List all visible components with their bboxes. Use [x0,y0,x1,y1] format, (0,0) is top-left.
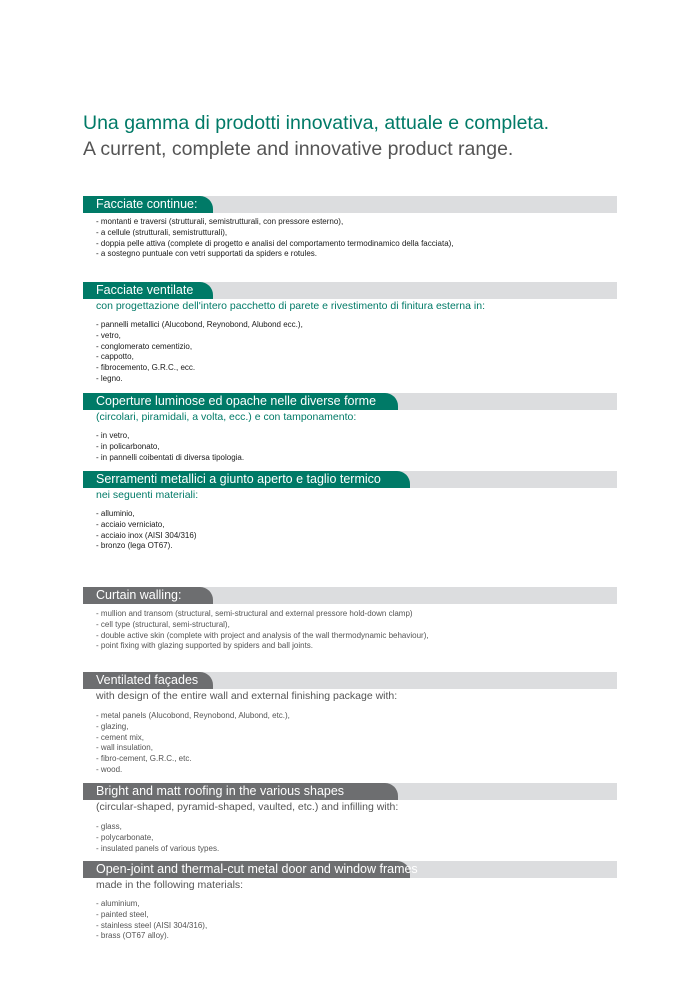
section-title: Curtain walling: [83,587,213,604]
list-item: - acciaio verniciato, [96,519,165,529]
section-band [83,672,617,689]
list-item: - cement mix, [96,732,145,742]
page-title-italian: Una gamma di prodotti innovativa, attuale e completa. [83,112,550,134]
item-list [96,899,207,942]
list-item: - brass (OT67 alloy). [96,931,169,941]
item-list [96,609,429,652]
list-item: - bronzo (lega OT67). [96,541,173,551]
item-list [96,711,290,776]
list-item: - wall insulation, [96,743,153,753]
section-subtitle: made in the following materials: [96,879,244,891]
list-item: - stainless steel (AISI 304/316), [96,920,208,930]
list-item: - a cellule (strutturali, semistrutturali), [96,227,228,237]
section-title: Facciate continue: [83,196,213,213]
list-item: - metal panels (Alucobond, Reynobond, Alubond, etc.), [96,711,290,720]
section-title: Bright and matt roofing in the various shapes [83,783,398,800]
section-band [83,282,617,299]
list-item: - cappotto, [96,352,134,362]
list-item: - point fixing with glazing supported by spiders and ball joints. [96,641,314,651]
item-list [96,822,219,854]
section-title: Coperture luminose ed opache nelle diverse forme [83,393,398,410]
section-subtitle: with design of the entire wall and external finishing package with: [96,690,398,702]
list-item: - mullion and transom (structural, semi-structural and external pressore hold-down clamp) [96,609,413,618]
section-band [83,587,617,604]
list-item: - fibrocemento, G.R.C., ecc. [96,363,196,373]
section-title: Facciate ventilate [83,282,213,299]
list-item: - wood. [96,764,123,774]
item-list [96,431,244,463]
list-item: - acciaio inox (AISI 304/316) [96,530,197,540]
list-item: - doppia pelle attiva (complete di progetto e analisi del comportamento termodinamico della facciata), [96,238,454,248]
section-subtitle: nei seguenti materiali: [96,489,199,501]
list-item: - painted steel, [96,909,149,919]
list-item: - insulated panels of various types. [96,843,220,853]
section-band [83,783,617,800]
item-list [96,320,303,385]
list-item: - a sostegno puntuale con vetri supportati da spiders e rotules. [96,249,318,259]
list-item: - double active skin (complete with project and analysis of the wall thermodynamic behaviour), [96,630,429,640]
list-item: - legno. [96,373,123,383]
item-list [96,509,197,552]
section-band [83,196,617,213]
section-subtitle: con progettazione dell'intero pacchetto di parete e rivestimento di finitura esterna in: [96,300,485,312]
list-item: - glazing, [96,721,129,731]
list-item: - polycarbonate, [96,832,154,842]
item-list [96,217,454,260]
list-item: - in policarbonato, [96,441,160,451]
section-subtitle: (circular-shaped, pyramid-shaped, vaulted, etc.) and infilling with: [96,801,399,813]
section-title: Ventilated façades [83,672,213,689]
list-item: - conglomerato cementizio, [96,341,193,351]
section-subtitle: (circolari, piramidali, a volta, ecc.) e con tamponamento: [96,411,357,423]
list-item: - in pannelli coibentati di diversa tipologia. [96,452,245,462]
list-item: - montanti e traversi (strutturali, semistrutturali, con pressore esterno), [96,217,344,226]
page-title-english: A current, complete and innovative product range. [83,138,514,160]
list-item: - pannelli metallici (Alucobond, Reynobond, Alubond ecc.), [96,320,303,329]
list-item: - alluminio, [96,509,135,518]
list-item: - fibro-cement, G.R.C., etc. [96,754,192,764]
list-item: - in vetro, [96,431,130,440]
section-band [83,861,617,878]
section-band [83,471,617,488]
list-item: - aluminium, [96,899,140,908]
section-title: Serramenti metallici a giunto aperto e taglio termico [83,471,410,488]
list-item: - cell type (structural, semi-structural), [96,619,230,629]
list-item: - vetro, [96,330,121,340]
list-item: - glass, [96,822,122,831]
section-title: Open-joint and thermal-cut metal door and window frames [83,861,410,878]
section-band [83,393,617,410]
